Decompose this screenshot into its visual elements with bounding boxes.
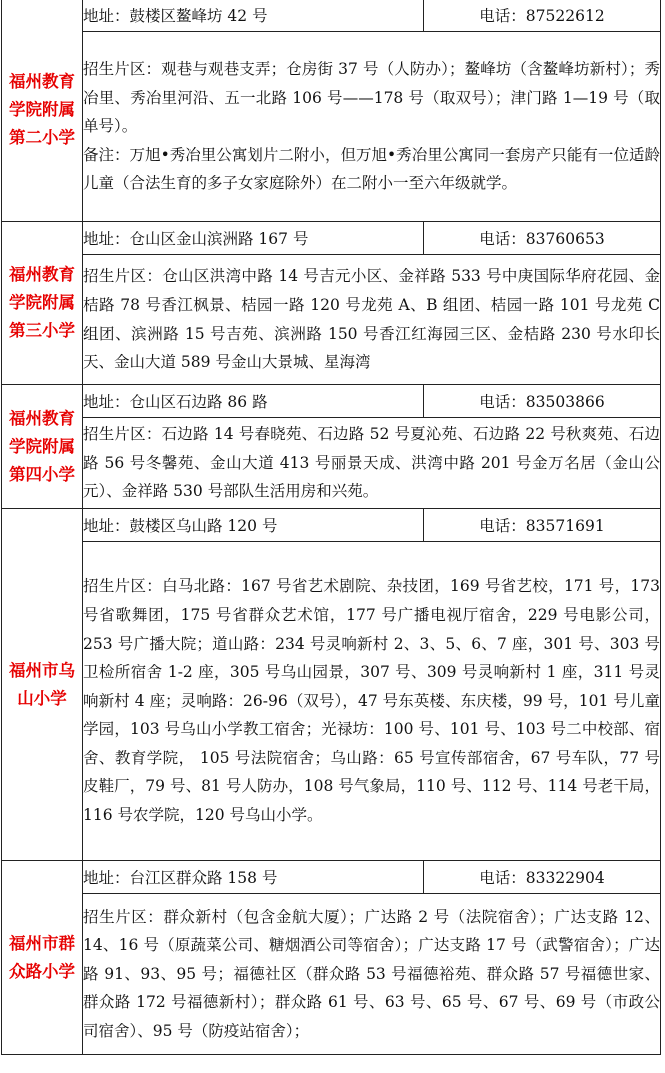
- school-name: 福州教育学院附属第四小学: [2, 385, 83, 509]
- school-address: 地址：仓山区金山滨洲路 167 号: [83, 222, 424, 255]
- school-zone-table: [1, 0, 661, 1055]
- table-row: [2, 509, 661, 542]
- zone-text: 招生片区：白马北路：167 号省艺术剧院、杂技团，169 号省艺校，171 号，173 号省歌舞团，175 号省群众艺术馆，177 号广播电视厅宿舍，229 号电影公司，253 号广播大院；道山路：234 号灵响新村 2、3、5、6、7 座，301 号、303 号卫检所宿舍 1-2 座，305 号乌山园景，307 号、309 号灵响新村 1 座，311 号灵响新村 4 座；灵响路：26-96（双号），47 号东英楼、东庆楼，99 号，101 号儿童学园，103 号乌山小学教工宿舍；光禄坊：100 号、101 号、103 号二中校部、宿舍、教育学院， 105 号法院宿舍；乌山路：65 号宣传部宿舍，67 号车队，77 号皮鞋厂，79 号、81 号人防办，108 号气象局，110 号、112 号、114 号老干局，116 号农学院，120 号乌山小学。: [83, 577, 660, 825]
- table-row: [2, 255, 661, 385]
- school-phone: 电话：83571691: [424, 509, 661, 542]
- zone-text: 招生片区：观巷与观巷支弄；仓房街 37 号（人防办）；鳌峰坊（含鳌峰坊新村）；秀冶里、秀冶里河沿、五一北路 106 号——178 号（取双号）；津门路 1—19 号（取单号）。: [83, 60, 660, 136]
- school-name: 福州教育学院附属第二小学: [2, 0, 83, 222]
- school-name: 福州教育学院附属第三小学: [2, 222, 83, 385]
- school-phone: 电话：83322904: [424, 861, 661, 894]
- school-address: 地址：台江区群众路 158 号: [83, 861, 424, 894]
- table-row: [2, 894, 661, 1055]
- school-address: 地址：鼓楼区鳌峰坊 42 号: [83, 0, 424, 32]
- zone-text: 招生片区：仓山区洪湾中路 14 号吉元小区、金祥路 533 号中庚国际华府花园、金桔路 78 号香江枫景、桔园一路 120 号龙苑 A、B 组团、桔园一路 101 号龙苑 C 组团、滨洲路 15 号吉苑、滨洲路 150 号香江红海园三区、金桔路 230 号水印长天、金山大道 589 号金山大景城、星海湾: [83, 267, 660, 372]
- zone-detail: [83, 32, 661, 222]
- school-address: 地址：鼓楼区乌山路 120 号: [83, 509, 424, 542]
- school-name: 福州市群众路小学: [2, 861, 83, 1055]
- zone-note: 备注：万旭•秀冶里公寓划片二附小，但万旭•秀冶里公寓同一套房产只能有一位适龄儿童（合法生育的多子女家庭除外）在二附小一至六年级就学。: [83, 145, 660, 193]
- school-phone: 电话：87522612: [424, 0, 661, 32]
- zone-text: 招生片区：群众新村（包含金航大厦）；广达路 2 号（法院宿舍）；广达支路 12、14、16 号（原蔬菜公司、糖烟酒公司等宿舍）；广达支路 17 号（武警宿舍）；广达路 91、93、95 号；福德社区（群众路 53 号福德裕苑、群众路 57 号福德世家、群众路 172 号福德新村）；群众路 61 号、63 号、65 号、67 号、69 号（市政公司宿舍）、95 号（防疫站宿舍）；: [83, 907, 660, 1040]
- zone-detail: [83, 418, 661, 509]
- table-row: [2, 418, 661, 509]
- school-phone: 电话：83760653: [424, 222, 661, 255]
- school-phone: 电话：83503866: [424, 385, 661, 418]
- zone-detail: [83, 255, 661, 385]
- table-row: [2, 222, 661, 255]
- table-row: [2, 0, 661, 32]
- school-name: 福州市乌山小学: [2, 509, 83, 861]
- table-row: [2, 861, 661, 894]
- school-address: 地址：仓山区石边路 86 路: [83, 385, 424, 418]
- zone-detail: [83, 542, 661, 861]
- zone-detail: [83, 894, 661, 1055]
- table-row: [2, 385, 661, 418]
- zone-text: 招生片区：石边路 14 号春晓苑、石边路 52 号夏沁苑、石边路 22 号秋爽苑、石边路 56 号冬馨苑、金山大道 413 号丽景天成、洪湾中路 201 号金万名居（金山公元）、金祥路 530 号部队生活用房和兴苑。: [83, 425, 660, 501]
- table-row: [2, 542, 661, 861]
- table-row: [2, 32, 661, 222]
